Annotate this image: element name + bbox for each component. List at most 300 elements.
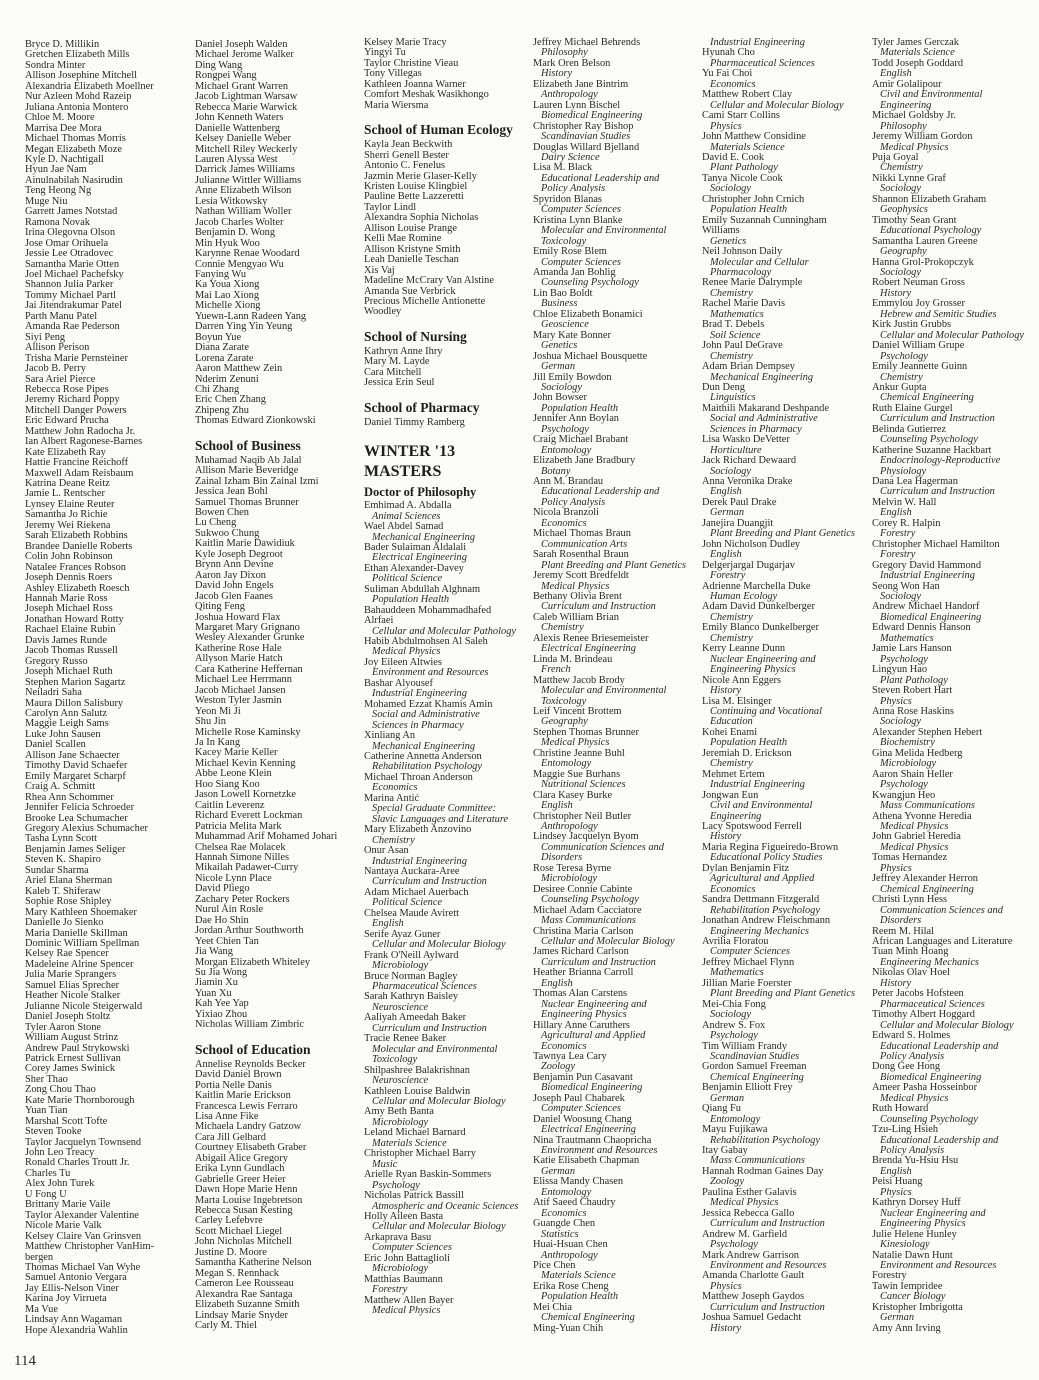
graduate-entry bbox=[702, 1188, 855, 1209]
department: Sociology bbox=[710, 1009, 751, 1021]
graduate-name: Joseph Michael Ruth bbox=[25, 666, 113, 678]
graduate-name: Kaitlin Marie Dawidiuk bbox=[195, 538, 295, 550]
graduate-name: Gordon Samuel Freeman bbox=[702, 1061, 807, 1073]
graduate-name: Amy Beth Banta bbox=[364, 1106, 434, 1118]
graduate-name: Jack Richard Dewaard bbox=[702, 455, 797, 467]
graduate-entry bbox=[25, 1326, 154, 1336]
graduate-name: Maithili Makarand Deshpande bbox=[702, 402, 829, 414]
department: Philosophy bbox=[880, 120, 927, 132]
graduate-entry bbox=[702, 153, 855, 174]
department: Materials Science bbox=[880, 47, 955, 59]
graduate-name: Sherri Genell Bester bbox=[364, 149, 449, 161]
graduate-entry bbox=[364, 1128, 518, 1149]
graduate-name: Alexandra Rae Santaga bbox=[195, 1288, 293, 1300]
graduate-entry bbox=[533, 676, 686, 697]
department: Medical Physics bbox=[541, 737, 610, 749]
graduate-name: Cara Jill Gelbard bbox=[195, 1131, 266, 1143]
department: Nutritional Sciences bbox=[541, 779, 626, 791]
department: Medical Physics bbox=[880, 841, 949, 853]
department: Medical Physics bbox=[541, 580, 610, 592]
department: Curriculum and Instruction bbox=[710, 1218, 825, 1230]
department: Psychology bbox=[710, 1239, 758, 1251]
graduate-name: Samuel Thomas Brunner bbox=[195, 496, 299, 508]
graduate-name: Natalee Frances Robson bbox=[25, 561, 126, 573]
department: Chemical Engineering bbox=[880, 392, 974, 404]
graduate-name: Arkaprava Basu bbox=[364, 1231, 432, 1243]
graduate-entry bbox=[533, 1303, 686, 1324]
graduate-name: Serife Ayaz Guner bbox=[364, 928, 441, 940]
department: Engineering Physics bbox=[880, 1218, 966, 1230]
graduate-entry bbox=[702, 561, 855, 582]
graduate-entry bbox=[702, 770, 855, 791]
graduate-entry bbox=[872, 446, 1024, 467]
graduate-entry bbox=[533, 1324, 686, 1334]
graduate-name: Bowen Chen bbox=[195, 507, 249, 519]
graduate-name: Yuan Xu bbox=[195, 987, 232, 999]
graduate-name: John Paul DeGrave bbox=[702, 340, 783, 352]
graduate-name: Kelsey Marie Tracy bbox=[364, 37, 447, 48]
graduate-name: Samantha Lauren Greene bbox=[872, 235, 978, 247]
graduate-entry bbox=[702, 48, 855, 69]
graduate-name: Jessica Erin Seul bbox=[364, 377, 435, 389]
graduate-name: Fanying Wu bbox=[195, 268, 247, 280]
graduate-name: Sarah Elizabeth Robbins bbox=[25, 530, 128, 542]
graduate-name: Qiang Fu bbox=[702, 1103, 741, 1115]
graduate-name: Edward Dennis Hanson bbox=[872, 622, 971, 634]
graduate-entry bbox=[533, 885, 686, 906]
graduate-name: Cami Starr Collins bbox=[702, 110, 780, 122]
column-6 bbox=[872, 38, 1024, 1334]
department: Plant Pathology bbox=[880, 674, 948, 686]
graduate-entry bbox=[533, 989, 686, 1010]
graduate-name: Nikolas Olav Hoel bbox=[872, 967, 950, 979]
graduate-entry bbox=[533, 163, 686, 184]
graduate-name: Karynne Renae Woodard bbox=[195, 248, 300, 260]
graduate-name: Gretchen Elizabeth Mills bbox=[25, 49, 130, 61]
graduate-name: Steven Robert Hart bbox=[872, 685, 953, 697]
department: Physics bbox=[880, 862, 912, 874]
graduate-name: Matthew John Radocha Jr. bbox=[25, 425, 136, 437]
graduate-entry bbox=[872, 1010, 1024, 1031]
graduate-entry bbox=[25, 134, 154, 144]
department: Sociology bbox=[880, 591, 921, 603]
graduate-name: Elizabeth Suzanne Smith bbox=[195, 1299, 300, 1311]
department: Plant Breeding and Plant Genetics bbox=[541, 559, 687, 571]
graduate-name: Nderim Zenuni bbox=[195, 373, 259, 385]
graduate-entry bbox=[702, 602, 855, 623]
column-5 bbox=[702, 38, 855, 1334]
graduate-entry bbox=[872, 791, 1024, 812]
graduate-entry bbox=[364, 1233, 518, 1254]
graduate-entry bbox=[702, 1146, 855, 1167]
graduate-entry bbox=[702, 1104, 855, 1125]
graduate-name: Lindsay Marie Snyder bbox=[195, 1309, 288, 1321]
graduate-entry bbox=[872, 59, 1024, 80]
graduate-entry bbox=[702, 1125, 855, 1146]
graduate-entry bbox=[702, 477, 855, 498]
department: Biomedical Engineering bbox=[880, 1071, 982, 1083]
graduate-name: Emily Jeannette Guinn bbox=[872, 361, 968, 373]
graduate-entry bbox=[533, 80, 686, 101]
graduate-entry bbox=[702, 644, 855, 665]
department: Curriculum and Instruction bbox=[880, 486, 995, 498]
graduate-name: Shannon Elizabeth Graham bbox=[872, 193, 987, 205]
graduate-name: Mitchell Danger Powers bbox=[25, 404, 127, 416]
department: Civil and Environmental bbox=[710, 800, 813, 812]
graduate-name: Derek Paul Drake bbox=[702, 496, 777, 508]
graduate-name: Nurul Ain Rosle bbox=[195, 904, 264, 916]
graduate-name: Ja In Kang bbox=[195, 737, 241, 748]
graduate-name: Luke John Sausen bbox=[25, 728, 101, 740]
department: Industrial Engineering bbox=[372, 688, 467, 700]
department: Atmospheric and Oceanic Sciences bbox=[372, 1200, 519, 1212]
department: History bbox=[880, 287, 912, 299]
graduate-name: Ma Vue bbox=[25, 1303, 58, 1315]
graduate-name: Erika Rose Cheng bbox=[533, 1280, 609, 1292]
graduate-name: Brynn Ann Devine bbox=[195, 559, 274, 571]
section-heading: School of Pharmacy bbox=[364, 399, 480, 415]
graduate-entry bbox=[702, 1000, 855, 1021]
graduate-name: Bruce Norman Bagley bbox=[364, 970, 458, 982]
graduate-name: Dylan Benjamin Fitz bbox=[702, 862, 790, 874]
graduate-name: Jacob Charles Wolter bbox=[195, 216, 284, 228]
graduate-name: Neil Johnson Daily bbox=[702, 246, 783, 258]
department: Psychology bbox=[880, 653, 928, 665]
graduate-entry bbox=[702, 498, 855, 519]
department: Physiology bbox=[880, 465, 927, 477]
graduate-entry bbox=[533, 59, 686, 80]
graduate-entry bbox=[872, 853, 1024, 874]
department: Disorders bbox=[880, 915, 922, 927]
graduate-entry bbox=[702, 1083, 855, 1104]
graduate-name: Kathryn Anne Ihry bbox=[364, 345, 443, 357]
graduate-name: Yuan Tian bbox=[25, 1105, 68, 1117]
graduate-name: Eric Chen Zhang bbox=[195, 394, 266, 406]
graduate-entry bbox=[702, 1271, 855, 1292]
graduate-entry bbox=[533, 634, 686, 655]
department: Environment and Resources bbox=[541, 1145, 658, 1157]
graduate-entry bbox=[872, 404, 1024, 425]
graduate-name: Amanda Charlotte Gault bbox=[702, 1270, 805, 1282]
graduate-entry bbox=[533, 414, 686, 435]
graduate-entry bbox=[872, 111, 1024, 132]
graduate-name: Kathleen Louise Baldwin bbox=[364, 1085, 471, 1097]
graduate-name: Steven Tooke bbox=[25, 1126, 82, 1138]
department: Communication Sciences and bbox=[880, 904, 1003, 916]
graduate-name: Kate Marie Thornborough bbox=[25, 1094, 135, 1106]
department: Geoscience bbox=[541, 319, 589, 331]
graduate-entry bbox=[702, 864, 855, 885]
column-4 bbox=[533, 38, 686, 1334]
graduate-name: Sher Thao bbox=[25, 1073, 68, 1085]
graduate-entry bbox=[702, 728, 855, 749]
graduate-name: Nantaya Auckara-Aree bbox=[364, 866, 460, 877]
department: Biomedical Engineering bbox=[880, 611, 982, 623]
department: Zoology bbox=[541, 1061, 576, 1073]
department: Entomology bbox=[710, 1113, 761, 1125]
graduate-name: Allison Jane Schaecter bbox=[25, 749, 120, 761]
graduate-name: Lu Cheng bbox=[195, 517, 237, 529]
graduate-entry bbox=[533, 508, 686, 529]
department: Computer Sciences bbox=[541, 204, 621, 216]
department: Pharmaceutical Sciences bbox=[710, 57, 815, 69]
department: Sciences in Pharmacy bbox=[372, 719, 464, 731]
graduate-name: Ankur Gupta bbox=[872, 381, 927, 393]
graduate-name: Nathan William Woller bbox=[195, 206, 292, 218]
graduate-name: Eric Edward Prucha bbox=[25, 415, 109, 427]
department: Counseling Psychology bbox=[880, 434, 978, 446]
department: Engineering Physics bbox=[541, 1009, 627, 1021]
graduate-entry bbox=[702, 247, 855, 268]
graduate-name: Lin Bao Boldt bbox=[533, 287, 593, 299]
department: Economics bbox=[541, 1040, 587, 1052]
graduate-name: Craig A. Schmitt bbox=[25, 781, 96, 793]
graduate-name: Lauren Alyssa West bbox=[195, 153, 278, 165]
graduate-name: Kohei Enami bbox=[702, 726, 758, 738]
graduate-entry bbox=[872, 1324, 1024, 1334]
graduate-entry bbox=[702, 226, 855, 247]
graduate-name: Michael Adam Cacciatore bbox=[533, 904, 642, 916]
graduate-name: Neiladri Saha bbox=[25, 687, 82, 699]
department: Medical Physics bbox=[372, 1305, 441, 1317]
department: Population Health bbox=[541, 1291, 619, 1303]
graduate-name: Rose Teresa Byrne bbox=[533, 862, 612, 874]
graduate-entry bbox=[533, 655, 686, 676]
graduate-name: Woodley bbox=[364, 306, 402, 318]
department: Environment and Resources bbox=[372, 667, 489, 679]
graduate-entry bbox=[872, 916, 1024, 926]
graduate-entry bbox=[702, 278, 855, 299]
graduate-name: Julie Helene Hunley bbox=[872, 1228, 957, 1240]
graduate-name: Joy Eileen Altwies bbox=[364, 656, 442, 668]
graduate-name: Carolyn Ann Salutz bbox=[25, 708, 107, 719]
department: Educational Policy Studies bbox=[710, 852, 823, 864]
graduate-name: Kelsey Danielle Weber bbox=[195, 133, 291, 145]
graduate-entry bbox=[702, 1209, 855, 1230]
graduate-name: Heather Nicole Stalker bbox=[25, 990, 121, 1002]
department: Counseling Psychology bbox=[541, 277, 639, 289]
department: Computer Sciences bbox=[541, 256, 621, 268]
department: Population Health bbox=[710, 737, 788, 749]
department: Microbiology bbox=[372, 960, 429, 972]
graduate-name: Suliman Abdullah Alghnam bbox=[364, 583, 481, 595]
graduate-name: James Richard Carlson bbox=[533, 946, 629, 958]
graduate-entry bbox=[702, 1062, 855, 1083]
graduate-name: Carley Lefebvre bbox=[195, 1215, 263, 1227]
graduate-name: Justine D. Moore bbox=[195, 1246, 267, 1258]
graduate-name: Alexandria Elizabeth Moellner bbox=[25, 80, 154, 92]
graduate-entry bbox=[702, 749, 855, 770]
graduate-name: Itay Gabay bbox=[702, 1145, 748, 1157]
graduate-name: Kristopher Imbrigotta bbox=[872, 1301, 963, 1313]
department: Cellular and Molecular Pathology bbox=[880, 329, 1025, 341]
graduate-name: Samuel Elias Sprecher bbox=[25, 979, 120, 991]
department: Economics bbox=[372, 782, 418, 794]
graduate-name: Mary Elizabeth Anzovino bbox=[364, 824, 472, 836]
graduate-name: John Leo Treacy bbox=[25, 1147, 95, 1159]
graduate-name: Eric John Battaglioli bbox=[364, 1252, 450, 1264]
graduate-entry bbox=[872, 237, 1024, 258]
graduate-entry bbox=[364, 972, 518, 993]
graduate-name: Amy Ann Irving bbox=[872, 1322, 941, 1334]
graduate-name: Steven K. Shapiro bbox=[25, 854, 101, 866]
graduate-name: Jeffrey Michael Behrends bbox=[533, 37, 641, 48]
graduate-entry bbox=[872, 278, 1024, 299]
department: Educational Leadership and bbox=[880, 1134, 999, 1146]
graduate-name: Andrew M. Garfield bbox=[702, 1228, 788, 1240]
graduate-name: Dun Deng bbox=[702, 381, 745, 393]
graduate-name: John Bowser bbox=[533, 392, 587, 404]
graduate-name: Hyunah Cho bbox=[702, 47, 755, 59]
graduate-name: Chelsea Maude Avirett bbox=[364, 907, 460, 919]
graduate-name: Brandee Danielle Roberts bbox=[25, 540, 133, 552]
graduate-entry bbox=[533, 968, 686, 989]
graduate-name: Onur Asan bbox=[364, 845, 409, 857]
graduate-name: Nur Azleen Mohd Razeip bbox=[25, 91, 132, 103]
graduate-entry bbox=[533, 1115, 686, 1136]
graduate-name: Kate Elizabeth Ray bbox=[25, 446, 106, 458]
graduate-name: Nicole Ann Eggers bbox=[702, 674, 782, 686]
department: Molecular and Environmental bbox=[541, 685, 667, 697]
department: Chemistry bbox=[710, 632, 753, 644]
graduate-name: Dawn Hope Marie Henn bbox=[195, 1184, 298, 1196]
graduate-entry bbox=[872, 320, 1024, 341]
department: German bbox=[541, 1165, 576, 1177]
department: Civil and Environmental bbox=[880, 89, 983, 101]
graduate-name: Timothy Albert Hoggard bbox=[872, 1009, 975, 1021]
graduate-name: Michael Lee Herrmann bbox=[195, 674, 292, 686]
graduate-name: Christopher Michael Hamilton bbox=[872, 538, 1000, 550]
department: Molecular and Environmental bbox=[541, 225, 667, 237]
graduate-name: Zainal Izham Bin Zainal Izmi bbox=[195, 475, 319, 487]
graduate-name: Lindsay Ann Wagaman bbox=[25, 1314, 123, 1326]
graduate-entry bbox=[25, 1127, 154, 1137]
graduate-name: Maria Danielle Skillman bbox=[25, 927, 128, 939]
graduate-name: Ameer Pasha Hosseinbor bbox=[872, 1082, 978, 1094]
graduate-name: Kwangjun Heo bbox=[872, 789, 936, 801]
department: Molecular and Cellular bbox=[710, 256, 809, 268]
graduate-name: Mayu Fujikawa bbox=[702, 1124, 768, 1136]
department: Entomology bbox=[541, 444, 592, 456]
graduate-name: Allison Kristyne Smith bbox=[364, 243, 461, 255]
graduate-entry bbox=[872, 299, 1024, 320]
graduate-name: Yu Fai Choi bbox=[702, 68, 753, 80]
graduate-name: Jill Emily Bowdon bbox=[533, 371, 612, 383]
department: Mass Communications bbox=[710, 1155, 805, 1167]
graduate-name: Chloe M. Moore bbox=[25, 112, 95, 124]
department: Forestry bbox=[710, 570, 746, 582]
graduate-name: Ethan Alexander-Davey bbox=[364, 562, 464, 574]
graduate-name: Davis James Runde bbox=[25, 634, 107, 646]
graduate-name: Adam Michael Auerbach bbox=[364, 886, 469, 898]
graduate-entry bbox=[364, 101, 518, 111]
graduate-entry bbox=[533, 707, 686, 728]
department: Industrial Engineering bbox=[372, 855, 467, 867]
department: Cellular and Molecular Biology bbox=[880, 1019, 1014, 1031]
graduate-entry bbox=[533, 143, 686, 164]
graduate-entry bbox=[872, 1177, 1024, 1198]
department: Sociology bbox=[710, 465, 751, 477]
graduate-name: Matthew Joseph Gaydos bbox=[702, 1291, 805, 1303]
graduate-name: Weston Tyler Jasmin bbox=[195, 695, 282, 707]
graduate-name: Michael Goldsby Jr. bbox=[872, 110, 956, 122]
graduate-name: Ka Youa Xiong bbox=[195, 279, 260, 291]
graduate-name: Nicholas William Zimbric bbox=[195, 1019, 305, 1031]
graduate-entry bbox=[364, 585, 518, 606]
graduate-entry bbox=[364, 794, 518, 815]
graduate-entry bbox=[195, 717, 337, 727]
department: Plant Breeding and Plant Genetics bbox=[710, 988, 856, 1000]
graduate-entry bbox=[702, 132, 855, 153]
department: English bbox=[880, 507, 912, 519]
graduate-name: Siyi Peng bbox=[25, 331, 66, 343]
graduate-entry bbox=[702, 341, 855, 362]
department: Biomedical Engineering bbox=[541, 1082, 643, 1094]
department: Neuroscience bbox=[372, 1075, 429, 1087]
graduate-name: Chelsea Rae Molacek bbox=[195, 841, 286, 853]
graduate-entry bbox=[702, 111, 855, 132]
graduate-name: Michaela Landry Gatzow bbox=[195, 1121, 302, 1133]
graduate-name: Maria Wiersma bbox=[364, 99, 429, 111]
graduate-entry bbox=[872, 582, 1024, 603]
graduate-name: Stephen Marion Sagartz bbox=[25, 676, 126, 688]
department: Slavic Languages and Literature bbox=[372, 813, 509, 825]
department: Mechanical Engineering bbox=[710, 371, 814, 383]
graduate-name: Yixiao Zhou bbox=[195, 1008, 248, 1020]
graduate-name: Allison Marie Beveridge bbox=[195, 465, 299, 477]
graduate-name: Puja Goyal bbox=[872, 151, 919, 163]
graduate-name: Holly Aileen Basta bbox=[364, 1210, 444, 1222]
graduate-entry bbox=[872, 38, 1024, 59]
graduate-name: Anna Veronika Drake bbox=[702, 476, 793, 488]
department: Sociology bbox=[880, 716, 921, 728]
graduate-name: Tasha Lynn Scott bbox=[25, 833, 97, 845]
graduate-name: Rebecca Rose Pipes bbox=[25, 383, 109, 395]
graduate-name: Christopher Neil Butler bbox=[533, 810, 632, 822]
graduate-entry bbox=[872, 1251, 1024, 1272]
graduate-entry bbox=[364, 1296, 518, 1317]
graduate-name: Michelle Rose Kaminsky bbox=[195, 726, 301, 738]
graduate-name: Danielle Jo Sienko bbox=[25, 917, 104, 929]
graduate-name: Habib Abdulmohsen Al Saleh bbox=[364, 636, 488, 648]
graduate-name: Julianne Nicole Steigerwald bbox=[25, 1000, 143, 1012]
graduate-name: Kelli Mae Romine bbox=[364, 233, 442, 245]
section-heading: School of Nursing bbox=[364, 328, 467, 344]
graduate-entry bbox=[364, 1212, 518, 1233]
graduate-name: Margaret Mary Grignano bbox=[195, 622, 300, 634]
graduate-entry bbox=[533, 613, 686, 634]
graduate-name: Leland Michael Barnard bbox=[364, 1127, 466, 1139]
graduate-name: Atif Saeed Chaudry bbox=[533, 1197, 616, 1209]
graduate-name: Mary Kate Bonner bbox=[533, 329, 611, 341]
graduate-name: Delgerjargal Dugarjav bbox=[702, 559, 795, 571]
graduate-name: Antonio C. Fenelus bbox=[364, 160, 446, 172]
graduate-name: Michael Jerome Walker bbox=[195, 49, 294, 61]
department: Industrial Engineering bbox=[710, 779, 805, 791]
department: Materials Science bbox=[541, 1270, 616, 1282]
graduate-name: Julianne Wittler Williams bbox=[195, 174, 302, 186]
graduate-name: Jay Ellis-Nelson Viner bbox=[25, 1282, 119, 1294]
graduate-entry bbox=[872, 1282, 1024, 1303]
department: Dairy Science bbox=[541, 151, 600, 163]
department: Microbiology bbox=[541, 873, 598, 885]
graduate-name: Aaron Shain Heller bbox=[872, 768, 953, 780]
graduate-name: Kelsey Rae Spencer bbox=[25, 948, 109, 960]
graduate-name: Gregory David Hammond bbox=[872, 559, 982, 571]
graduate-name: Zhipeng Zhu bbox=[195, 404, 249, 416]
graduate-name: Peter Jacobs Hofsteen bbox=[872, 988, 964, 1000]
department: History bbox=[710, 831, 742, 843]
